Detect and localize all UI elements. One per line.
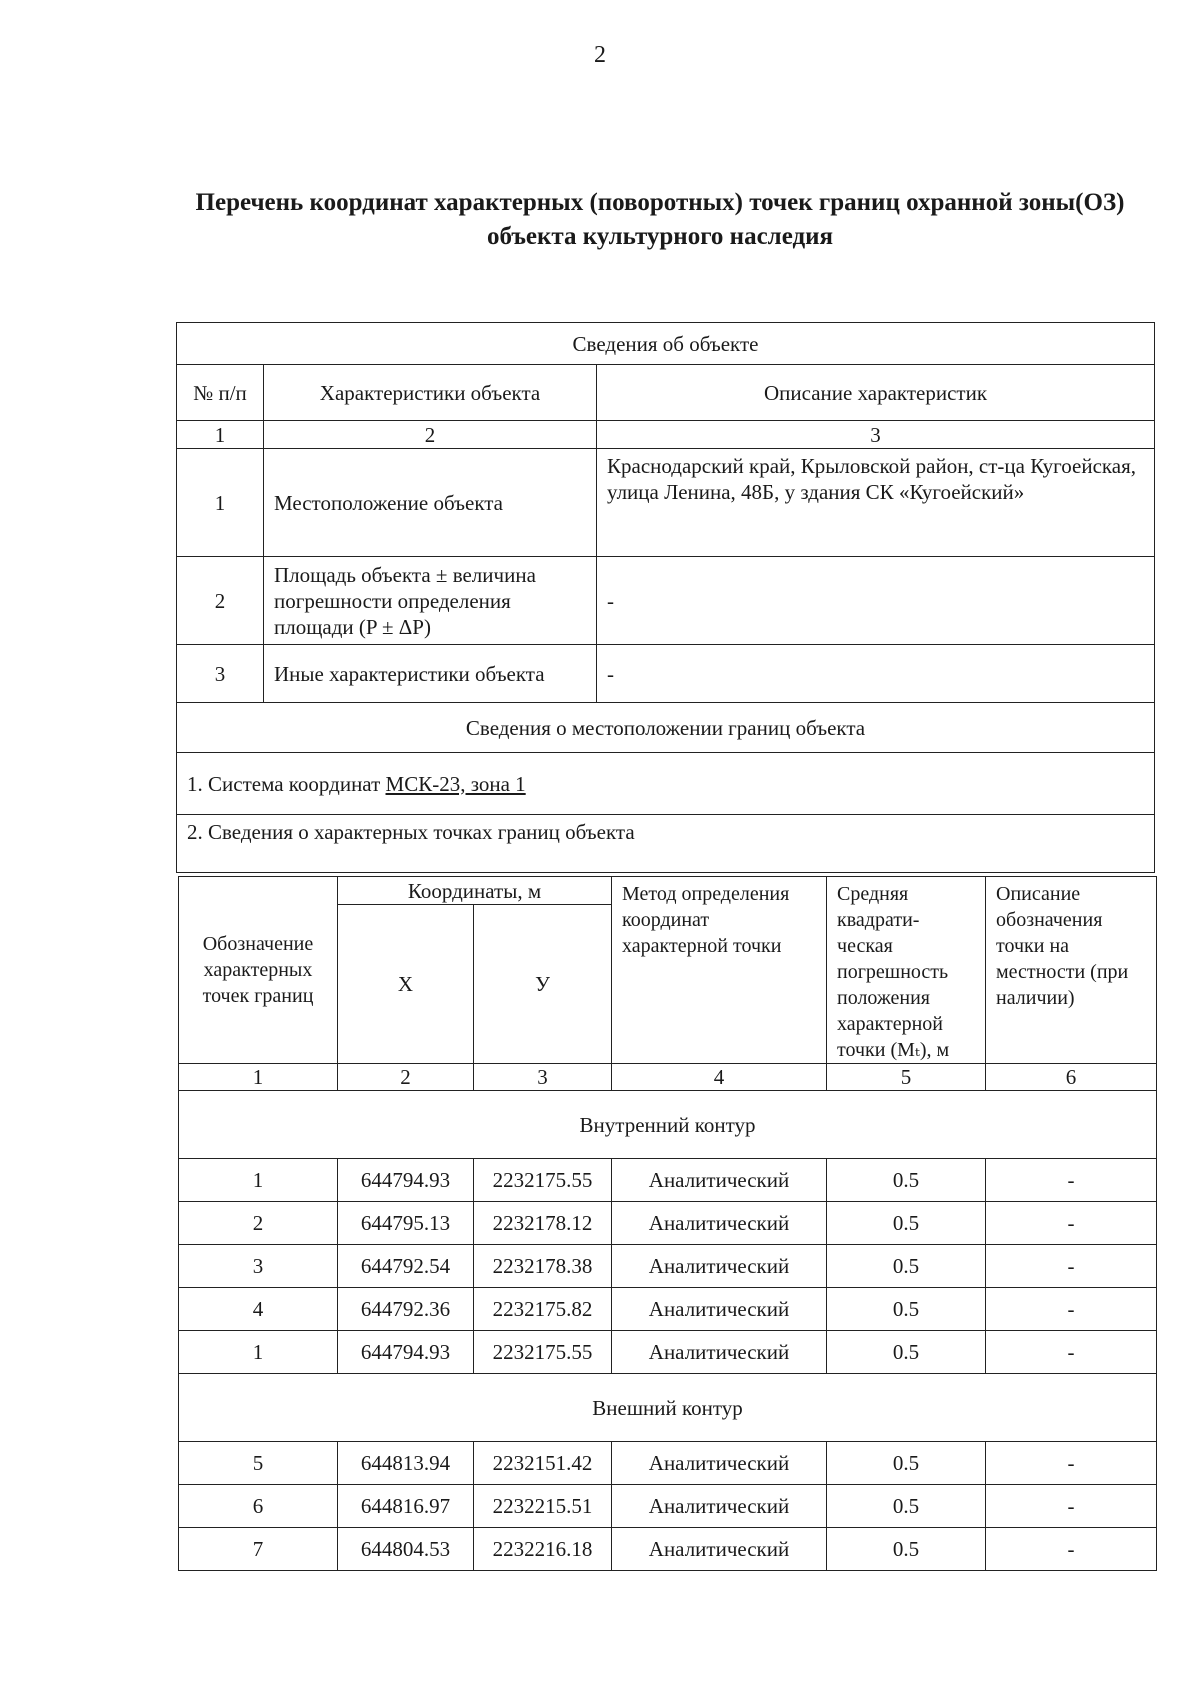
point-description: - [986, 1159, 1157, 1202]
object-info-table [176, 322, 1155, 873]
method: Аналитический [612, 1485, 827, 1528]
coord-x: 644795.13 [338, 1202, 474, 1245]
table-row [179, 1331, 1157, 1374]
col-x-header: X [338, 905, 474, 1064]
row-number: 1 [177, 449, 264, 557]
coord-y: 2232178.12 [474, 1202, 612, 1245]
coord-x: 644794.93 [338, 1159, 474, 1202]
coord-x: 644792.54 [338, 1245, 474, 1288]
method: Аналитический [612, 1288, 827, 1331]
point-description: - [986, 1245, 1157, 1288]
table-row [177, 645, 1155, 703]
method: Аналитический [612, 1442, 827, 1485]
inner-contour-rows [179, 1159, 1157, 1374]
col-num: 2 [338, 1064, 474, 1091]
point-number: 6 [179, 1485, 338, 1528]
col-description-header: Описание характеристик [597, 365, 1155, 421]
col-characteristic-header: Характеристики объекта [264, 365, 597, 421]
document-title: Перечень координат характерных (поворотных) точек границ охранной зоны(ОЗ) объекта культурного наследия [195, 189, 1125, 250]
point-number: 1 [179, 1331, 338, 1374]
location-section-title: Сведения о местоположении границ объекта [177, 703, 1155, 753]
error-value: 0.5 [827, 1442, 986, 1485]
table-row [179, 1288, 1157, 1331]
error-value: 0.5 [827, 1485, 986, 1528]
coord-y: 2232216.18 [474, 1528, 612, 1571]
col-num: 2 [264, 421, 597, 449]
table-row [177, 449, 1155, 557]
point-description: - [986, 1442, 1157, 1485]
coord-y: 2232178.38 [474, 1245, 612, 1288]
page-number: 2 [594, 42, 606, 68]
error-value: 0.5 [827, 1331, 986, 1374]
col-num: 3 [597, 421, 1155, 449]
coord-x: 644813.94 [338, 1442, 474, 1485]
col-y-header: У [474, 905, 612, 1064]
method: Аналитический [612, 1245, 827, 1288]
col-num: 1 [177, 421, 264, 449]
point-number: 1 [179, 1159, 338, 1202]
row-description: - [597, 645, 1155, 703]
coord-system-row [177, 753, 1155, 815]
col-no-header: № п/п [177, 365, 264, 421]
col-coords-header: Координаты, м [338, 877, 612, 905]
points-table [178, 876, 1157, 1571]
error-value: 0.5 [827, 1528, 986, 1571]
point-description: - [986, 1485, 1157, 1528]
object-info-section-title: Сведения об объекте [177, 323, 1155, 365]
outer-contour-title: Внешний контур [179, 1374, 1157, 1442]
inner-contour-title: Внутренний контур [179, 1091, 1157, 1159]
points-section-title: 2. Сведения о характерных точках границ объекта [177, 815, 1155, 873]
coord-x: 644804.53 [338, 1528, 474, 1571]
table-row [179, 1485, 1157, 1528]
coord-system-label: 1. Система координат [187, 771, 381, 796]
col-num: 6 [986, 1064, 1157, 1091]
row-characteristic: Местоположение объекта [264, 449, 597, 557]
error-value: 0.5 [827, 1159, 986, 1202]
table-row [179, 1528, 1157, 1571]
point-description: - [986, 1202, 1157, 1245]
method: Аналитический [612, 1202, 827, 1245]
point-number: 4 [179, 1288, 338, 1331]
point-number: 2 [179, 1202, 338, 1245]
table-row [179, 1159, 1157, 1202]
col-num: 1 [179, 1064, 338, 1091]
coord-x: 644794.93 [338, 1331, 474, 1374]
coord-y: 2232175.82 [474, 1288, 612, 1331]
col-desc-header: Описание обозначения точки на местности (при наличии) [986, 877, 1157, 1064]
point-description: - [986, 1288, 1157, 1331]
row-description: Краснодарский край, Крыловской район, ст-ца Кугоейская, улица Ленина, 48Б, у здания СК «Кугоейский» [597, 449, 1155, 557]
point-number: 3 [179, 1245, 338, 1288]
coord-x: 644816.97 [338, 1485, 474, 1528]
coord-x: 644792.36 [338, 1288, 474, 1331]
row-number: 2 [177, 557, 264, 645]
row-description: - [597, 557, 1155, 645]
row-characteristic: Иные характеристики объекта [264, 645, 597, 703]
col-num: 3 [474, 1064, 612, 1091]
table-row [179, 1202, 1157, 1245]
row-number: 3 [177, 645, 264, 703]
point-description: - [986, 1528, 1157, 1571]
coord-y: 2232151.42 [474, 1442, 612, 1485]
point-description: - [986, 1331, 1157, 1374]
col-designation-header: Обозначение характерных точек границ [179, 877, 338, 1064]
method: Аналитический [612, 1159, 827, 1202]
col-method-header: Метод определения координат характерной точки [612, 877, 827, 1064]
coord-system-value: МСК-23, зона 1 [385, 771, 526, 796]
col-num: 4 [612, 1064, 827, 1091]
error-value: 0.5 [827, 1245, 986, 1288]
coord-y: 2232215.51 [474, 1485, 612, 1528]
col-num: 5 [827, 1064, 986, 1091]
coord-y: 2232175.55 [474, 1331, 612, 1374]
col-error-header: Средняя квадрати-ческая погрешность положения характерной точки (Mₜ), м [827, 877, 986, 1064]
table-row [177, 557, 1155, 645]
row-characteristic: Площадь объекта ± величина погрешности определения площади (P ± ΔP) [264, 557, 597, 645]
error-value: 0.5 [827, 1288, 986, 1331]
error-value: 0.5 [827, 1202, 986, 1245]
outer-contour-rows [179, 1442, 1157, 1571]
method: Аналитический [612, 1528, 827, 1571]
table-row [179, 1245, 1157, 1288]
method: Аналитический [612, 1331, 827, 1374]
coord-y: 2232175.55 [474, 1159, 612, 1202]
table-row [179, 1442, 1157, 1485]
point-number: 7 [179, 1528, 338, 1571]
point-number: 5 [179, 1442, 338, 1485]
